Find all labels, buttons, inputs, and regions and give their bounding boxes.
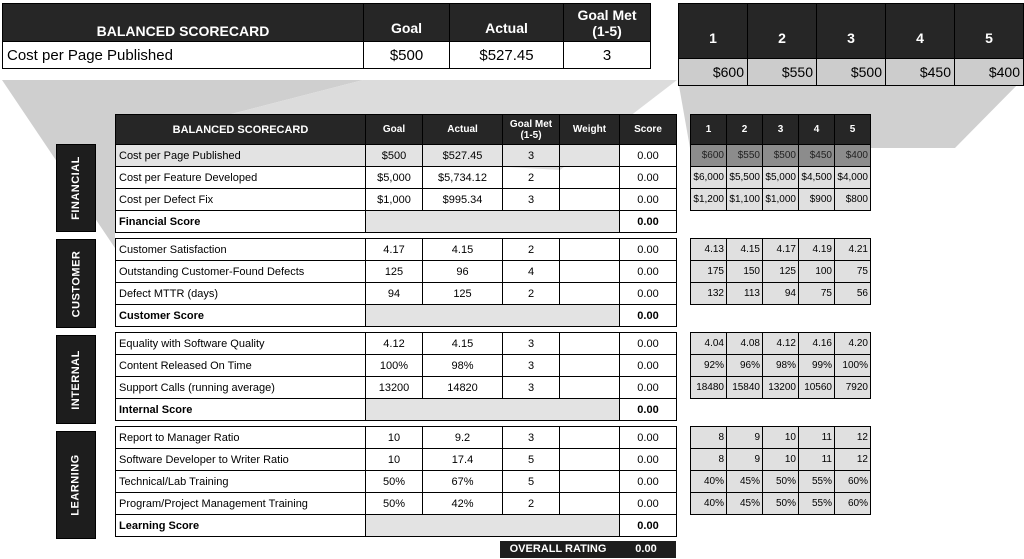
- score-header: Score: [620, 115, 677, 145]
- scale-header-row: [691, 115, 871, 145]
- zoom-actual-header: Actual: [450, 4, 564, 42]
- goal-met-cell[interactable]: 3: [503, 333, 560, 355]
- table-row: [116, 377, 677, 399]
- section-score-row: [116, 399, 677, 421]
- table-row: [116, 145, 677, 167]
- scale-cell[interactable]: 100: [799, 261, 835, 283]
- metric-label: Software Developer to Writer Ratio: [116, 449, 366, 471]
- goal-cell[interactable]: $5,000: [366, 167, 423, 189]
- category-learning: LEARNING: [56, 431, 96, 539]
- zoom-scale-1: 1: [679, 4, 748, 59]
- score-cell: 0.00: [620, 493, 677, 515]
- section-score-row: [116, 211, 677, 233]
- scale-row: [691, 449, 871, 471]
- scale-cell[interactable]: 92%: [691, 355, 727, 377]
- metric-label: Outstanding Customer-Found Defects: [116, 261, 366, 283]
- weight-cell[interactable]: [560, 493, 620, 515]
- section-score-value: 0.00: [620, 399, 677, 421]
- actual-cell[interactable]: 125: [423, 283, 503, 305]
- table-row: [116, 189, 677, 211]
- weight-cell[interactable]: [560, 355, 620, 377]
- goal-cell[interactable]: 4.17: [366, 239, 423, 261]
- scale-cell[interactable]: 10: [763, 449, 799, 471]
- actual-cell[interactable]: 4.15: [423, 333, 503, 355]
- goal-cell[interactable]: 100%: [366, 355, 423, 377]
- scale-header-3: 3: [763, 115, 799, 145]
- goal-met-cell[interactable]: 5: [503, 471, 560, 493]
- scale-cell[interactable]: $500: [763, 145, 799, 167]
- goal-cell[interactable]: 50%: [366, 493, 423, 515]
- goal-cell[interactable]: $1,000: [366, 189, 423, 211]
- scale-cell[interactable]: 4.19: [799, 239, 835, 261]
- actual-cell[interactable]: 9.2: [423, 427, 503, 449]
- scale-cell[interactable]: 15840: [727, 377, 763, 399]
- scale-cell[interactable]: 9: [727, 449, 763, 471]
- actual-cell[interactable]: 17.4: [423, 449, 503, 471]
- scale-cell[interactable]: 4.13: [691, 239, 727, 261]
- scale-row: [691, 427, 871, 449]
- weight-cell[interactable]: [560, 427, 620, 449]
- scale-row: [691, 261, 871, 283]
- metric-label: Cost per Feature Developed: [116, 167, 366, 189]
- score-cell: 0.00: [620, 471, 677, 493]
- goal-met-cell[interactable]: 3: [503, 145, 560, 167]
- scale-cell[interactable]: 12: [835, 427, 871, 449]
- scale-cell[interactable]: 8: [691, 449, 727, 471]
- scale-cell[interactable]: $1,200: [691, 189, 727, 211]
- table-row: [116, 427, 677, 449]
- section-score-filler: [366, 399, 620, 421]
- zoom-scale-value-4: $450: [886, 59, 955, 86]
- zoom-title: BALANCED SCORECARD: [3, 4, 364, 42]
- scale-cell[interactable]: 150: [727, 261, 763, 283]
- scale-cell[interactable]: 55%: [799, 471, 835, 493]
- score-cell: 0.00: [620, 449, 677, 471]
- scale-cell[interactable]: 94: [763, 283, 799, 305]
- scale-row: [691, 355, 871, 377]
- goal-met-cell[interactable]: 5: [503, 449, 560, 471]
- section-score-value: 0.00: [620, 211, 677, 233]
- scale-cell[interactable]: 7920: [835, 377, 871, 399]
- zoom-row-actual: $527.45: [450, 42, 564, 69]
- scale-cell[interactable]: $550: [727, 145, 763, 167]
- scale-row: [691, 145, 871, 167]
- overall-rating-value: 0.00: [635, 543, 657, 555]
- score-cell: 0.00: [620, 167, 677, 189]
- goal-met-header: Goal Met (1-5): [503, 115, 560, 145]
- score-cell: 0.00: [620, 355, 677, 377]
- goal-cell[interactable]: 94: [366, 283, 423, 305]
- actual-cell[interactable]: $527.45: [423, 145, 503, 167]
- scale-cell[interactable]: 113: [727, 283, 763, 305]
- goal-met-cell[interactable]: 3: [503, 189, 560, 211]
- goal-cell[interactable]: 10: [366, 427, 423, 449]
- scale-cell[interactable]: 4.16: [799, 333, 835, 355]
- scale-cell[interactable]: 60%: [835, 471, 871, 493]
- scale-header-5: 5: [835, 115, 871, 145]
- scale-cell[interactable]: 75: [835, 261, 871, 283]
- goal-met-cell[interactable]: 2: [503, 239, 560, 261]
- scale-header-1: 1: [691, 115, 727, 145]
- goal-cell[interactable]: 50%: [366, 471, 423, 493]
- weight-cell[interactable]: [560, 377, 620, 399]
- scale-row: [691, 471, 871, 493]
- scale-cell[interactable]: $1,000: [763, 189, 799, 211]
- scale-cell[interactable]: 8: [691, 427, 727, 449]
- scale-cell[interactable]: 56: [835, 283, 871, 305]
- goal-met-cell[interactable]: 2: [503, 493, 560, 515]
- scale-row: [691, 239, 871, 261]
- table-row: [116, 493, 677, 515]
- scale-cell[interactable]: 10560: [799, 377, 835, 399]
- zoomed-scale-header: [678, 3, 1024, 86]
- category-customer: CUSTOMER: [56, 239, 96, 328]
- scale-cell[interactable]: 50%: [763, 493, 799, 515]
- scale-cell[interactable]: $400: [835, 145, 871, 167]
- metric-label: Report to Manager Ratio: [116, 427, 366, 449]
- scale-cell[interactable]: 175: [691, 261, 727, 283]
- goal-met-cell[interactable]: 3: [503, 377, 560, 399]
- section-score-value: 0.00: [620, 305, 677, 327]
- overall-rating-bar: [500, 541, 676, 558]
- weight-cell[interactable]: [560, 189, 620, 211]
- scale-cell[interactable]: $5,000: [763, 167, 799, 189]
- goal-cell[interactable]: 4.12: [366, 333, 423, 355]
- table-row: [116, 333, 677, 355]
- goal-cell[interactable]: 125: [366, 261, 423, 283]
- zoomed-scorecard-header: [2, 3, 651, 69]
- scale-cell[interactable]: 45%: [727, 471, 763, 493]
- goal-cell[interactable]: 10: [366, 449, 423, 471]
- scale-cell[interactable]: 11: [799, 449, 835, 471]
- score-cell: 0.00: [620, 145, 677, 167]
- metric-label: Equality with Software Quality: [116, 333, 366, 355]
- scale-cell[interactable]: 4.15: [727, 239, 763, 261]
- scale-cell[interactable]: 40%: [691, 471, 727, 493]
- table-row: [116, 449, 677, 471]
- zoom-scale-value-1: $600: [679, 59, 748, 86]
- actual-cell[interactable]: 14820: [423, 377, 503, 399]
- scorecard-table: [115, 114, 677, 537]
- score-cell: 0.00: [620, 283, 677, 305]
- score-cell: 0.00: [620, 333, 677, 355]
- scale-table: [690, 114, 871, 515]
- scale-cell[interactable]: 4.04: [691, 333, 727, 355]
- scale-cell[interactable]: 4.17: [763, 239, 799, 261]
- scale-cell[interactable]: $900: [799, 189, 835, 211]
- table-row: [116, 283, 677, 305]
- zoom-scale-2: 2: [748, 4, 817, 59]
- zoom-goalmet-header: Goal Met (1-5): [564, 4, 651, 42]
- weight-cell[interactable]: [560, 145, 620, 167]
- zoom-scale-4: 4: [886, 4, 955, 59]
- scale-cell[interactable]: 75: [799, 283, 835, 305]
- scale-cell[interactable]: 11: [799, 427, 835, 449]
- goal-cell[interactable]: $500: [366, 145, 423, 167]
- scale-cell[interactable]: 99%: [799, 355, 835, 377]
- scale-cell[interactable]: 9: [727, 427, 763, 449]
- goal-cell[interactable]: 13200: [366, 377, 423, 399]
- scale-cell[interactable]: 50%: [763, 471, 799, 493]
- scale-header-4: 4: [799, 115, 835, 145]
- actual-header: Actual: [423, 115, 503, 145]
- scale-cell[interactable]: 45%: [727, 493, 763, 515]
- scale-cell[interactable]: $800: [835, 189, 871, 211]
- metric-label: Defect MTTR (days): [116, 283, 366, 305]
- zoom-scale-value-3: $500: [817, 59, 886, 86]
- weight-cell[interactable]: [560, 471, 620, 493]
- scale-cell[interactable]: $5,500: [727, 167, 763, 189]
- actual-cell[interactable]: 4.15: [423, 239, 503, 261]
- metric-label: Support Calls (running average): [116, 377, 366, 399]
- metric-label: Program/Project Management Training: [116, 493, 366, 515]
- scale-cell[interactable]: 18480: [691, 377, 727, 399]
- zoom-scale-5: 5: [955, 4, 1024, 59]
- weight-cell[interactable]: [560, 261, 620, 283]
- zoom-row-goal: $500: [364, 42, 450, 69]
- zoom-row-label: Cost per Page Published: [3, 42, 364, 69]
- weight-cell[interactable]: [560, 333, 620, 355]
- goal-met-cell[interactable]: 4: [503, 261, 560, 283]
- scale-cell[interactable]: 125: [763, 261, 799, 283]
- section-score-row: [116, 305, 677, 327]
- section-score-filler: [366, 305, 620, 327]
- scale-cell[interactable]: 40%: [691, 493, 727, 515]
- scale-cell[interactable]: 12: [835, 449, 871, 471]
- scale-row: [691, 493, 871, 515]
- section-score-label: Learning Score: [116, 515, 366, 537]
- weight-cell[interactable]: [560, 167, 620, 189]
- scale-cell[interactable]: $1,100: [727, 189, 763, 211]
- scale-row: [691, 283, 871, 305]
- overall-rating-label: OVERALL RATING: [509, 543, 607, 555]
- metric-label: Content Released On Time: [116, 355, 366, 377]
- scale-cell[interactable]: 55%: [799, 493, 835, 515]
- table-row: [116, 239, 677, 261]
- zoom-row-met: 3: [564, 42, 651, 69]
- goal-header: Goal: [366, 115, 423, 145]
- scale-row: [691, 377, 871, 399]
- actual-cell[interactable]: 42%: [423, 493, 503, 515]
- scale-cell[interactable]: 10: [763, 427, 799, 449]
- scale-cell[interactable]: 4.20: [835, 333, 871, 355]
- weight-cell[interactable]: [560, 449, 620, 471]
- scale-cell[interactable]: 4.21: [835, 239, 871, 261]
- scale-cell[interactable]: 60%: [835, 493, 871, 515]
- zoom-scale-value-2: $550: [748, 59, 817, 86]
- score-cell: 0.00: [620, 377, 677, 399]
- table-row: [116, 167, 677, 189]
- metric-label: Customer Satisfaction: [116, 239, 366, 261]
- zoom-scale-3: 3: [817, 4, 886, 59]
- scale-header-2: 2: [727, 115, 763, 145]
- actual-cell[interactable]: 96: [423, 261, 503, 283]
- scale-cell[interactable]: 13200: [763, 377, 799, 399]
- goal-met-cell[interactable]: 3: [503, 355, 560, 377]
- zoom-scale-value-5: $400: [955, 59, 1024, 86]
- zoom-goal-header: Goal: [364, 4, 450, 42]
- scale-cell[interactable]: 4.12: [763, 333, 799, 355]
- scale-cell[interactable]: 132: [691, 283, 727, 305]
- category-financial: FINANCIAL: [56, 144, 96, 232]
- weight-cell[interactable]: [560, 239, 620, 261]
- category-internal: INTERNAL: [56, 335, 96, 424]
- section-score-row: [116, 515, 677, 537]
- scale-cell[interactable]: $450: [799, 145, 835, 167]
- weight-header: Weight: [560, 115, 620, 145]
- section-score-label: Customer Score: [116, 305, 366, 327]
- metric-label: Cost per Defect Fix: [116, 189, 366, 211]
- metric-label: Technical/Lab Training: [116, 471, 366, 493]
- scale-cell[interactable]: 96%: [727, 355, 763, 377]
- scale-cell[interactable]: $4,000: [835, 167, 871, 189]
- scale-row: [691, 189, 871, 211]
- table-row: [116, 355, 677, 377]
- score-cell: 0.00: [620, 239, 677, 261]
- scale-cell[interactable]: 4.08: [727, 333, 763, 355]
- scale-row: [691, 333, 871, 355]
- scale-cell[interactable]: 98%: [763, 355, 799, 377]
- goal-met-cell[interactable]: 2: [503, 283, 560, 305]
- score-cell: 0.00: [620, 189, 677, 211]
- section-score-label: Internal Score: [116, 399, 366, 421]
- scorecard-title: BALANCED SCORECARD: [116, 115, 366, 145]
- goal-met-cell[interactable]: 3: [503, 427, 560, 449]
- scale-cell[interactable]: 100%: [835, 355, 871, 377]
- scale-row: [691, 167, 871, 189]
- scale-cell[interactable]: $4,500: [799, 167, 835, 189]
- scale-cell[interactable]: $6,000: [691, 167, 727, 189]
- section-score-label: Financial Score: [116, 211, 366, 233]
- table-row: [116, 471, 677, 493]
- section-score-filler: [366, 211, 620, 233]
- metric-label: Cost per Page Published: [116, 145, 366, 167]
- actual-cell[interactable]: $995.34: [423, 189, 503, 211]
- score-cell: 0.00: [620, 261, 677, 283]
- actual-cell[interactable]: 98%: [423, 355, 503, 377]
- weight-cell[interactable]: [560, 283, 620, 305]
- section-score-value: 0.00: [620, 515, 677, 537]
- actual-cell[interactable]: $5,734.12: [423, 167, 503, 189]
- score-cell: 0.00: [620, 427, 677, 449]
- section-score-filler: [366, 515, 620, 537]
- scorecard-header-row: [116, 115, 677, 145]
- scale-cell[interactable]: $600: [691, 145, 727, 167]
- goal-met-cell[interactable]: 2: [503, 167, 560, 189]
- table-row: [116, 261, 677, 283]
- actual-cell[interactable]: 67%: [423, 471, 503, 493]
